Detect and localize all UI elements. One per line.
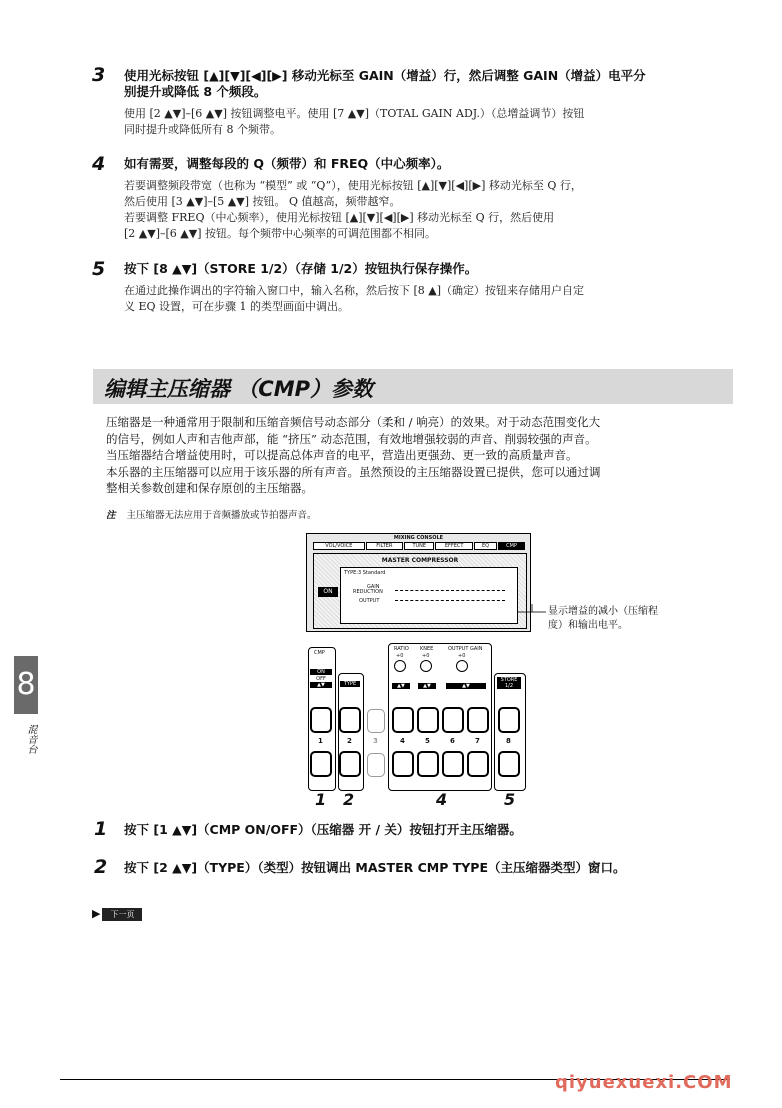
screen-content [313, 553, 527, 629]
output-gain-value: +0 [458, 653, 466, 659]
chapter-label: 混音台 [25, 724, 36, 754]
tab-cmp[interactable]: CMP [498, 542, 525, 550]
button-5-up[interactable] [417, 707, 439, 733]
bottom-step-2-text: 按下 [2 ▲▼]（TYPE）（类型）按钮调出 MASTER CMP TYPE（主压缩器类型）窗口。 [124, 860, 626, 875]
bottom-step-1-text: 按下 [1 ▲▼]（CMP ON/OFF）（压缩器 开 / 关）按钮打开主压缩器。 [124, 822, 522, 837]
button-1-down[interactable] [310, 751, 332, 777]
ratio-label: RATIO [394, 646, 409, 652]
step-4-body-line: [2 ▲▼]–[6 ▲▼] 按钮。每个频带中心频率的可调范围都不相同。 [124, 227, 436, 240]
step-5-body-line: 义 EQ 设置，可在步骤 1 的类型画面中调出。 [124, 300, 350, 313]
intro-line: 本乐器的主压缩器可以应用于该乐器的所有声音。虽然预设的主压缩器设置已提供，您可以通过调 [106, 464, 601, 479]
knee-label: KNEE [420, 646, 434, 652]
annotation-line: 显示增益的减小（压缩程 [548, 606, 658, 617]
cmp-off-label: OFF [316, 676, 326, 682]
watermark: qiyuexuexi.COM [555, 1072, 733, 1093]
reduction-meter [395, 590, 505, 591]
cmp-on-label: ON [310, 669, 332, 675]
row-gain: GAIN [367, 584, 380, 590]
master-compressor-title: MASTER COMPRESSOR [381, 557, 459, 564]
step-5-number: 5 [92, 258, 106, 280]
lcd-screen [306, 533, 531, 632]
annotation-text [548, 605, 678, 633]
intro-paragraph [106, 414, 736, 497]
knee-knob-icon [420, 660, 432, 672]
step-4-body-line: 若要调整 FREQ（中心频率），使用光标按钮 [▲][▼][◀][▶] 移动光标至 Q 行，然后使用 [124, 211, 555, 224]
step-3-body-line: 使用 [2 ▲▼]–[6 ▲▼] 按钮调整电平。使用 [7 ▲▼]（TOTAL GAIN ADJ.）（总增益调节）按钮 [124, 107, 585, 120]
callout-1: 1 [315, 790, 327, 809]
store-page: 1/2 [497, 683, 521, 689]
output-gain-knob-icon [456, 660, 468, 672]
step-3-heading-line1: 使用光标按钮 [▲][▼][◀][▶] 移动光标至 GAIN（增益）行，然后调整 GAIN（增益）电平分 [124, 68, 646, 83]
step-4-heading: 如有需要，调整每段的 Q（频带）和 FREQ（中心频率）。 [124, 156, 450, 171]
callout-4: 4 [436, 790, 448, 809]
next-page-badge[interactable] [92, 908, 142, 920]
note-text: 主压缩器无法应用于音频播放或节拍器声音。 [126, 510, 317, 521]
tab-effect[interactable]: EFFECT [435, 542, 472, 550]
step-4-body-line: 然后使用 [3 ▲▼]–[5 ▲▼] 按钮。 Q 值越高，频带越窄。 [124, 195, 401, 208]
row-output: OUTPUT [359, 598, 380, 604]
button-number: 6 [450, 737, 455, 745]
ratio-value: +0 [396, 653, 404, 659]
step-3-heading-line2: 别提升或降低 8 个频段。 [124, 84, 267, 99]
on-indicator: ON [318, 587, 338, 597]
button-4-down[interactable] [392, 751, 414, 777]
output-gain-label: OUTPUT GAIN [448, 646, 483, 652]
callout-5: 5 [504, 790, 516, 809]
step-5-heading: 按下 [8 ▲▼]（STORE 1/2）（存储 1/2）按钮执行保存操作。 [124, 261, 478, 276]
type-label: TYPE:3 Standard [344, 570, 386, 576]
step-5-body [124, 283, 744, 315]
step-3-body [124, 106, 734, 138]
tab-row [313, 542, 525, 550]
knee-value: +0 [422, 653, 430, 659]
ratio-knob-icon [394, 660, 406, 672]
intro-line: 当压缩器结合增益使用时，可以提高总体声音的电平，营造出更强劲、更一致的高质量声音。 [106, 448, 578, 462]
button-3-down[interactable] [367, 753, 385, 777]
chapter-number: 8 [16, 667, 36, 702]
note-mark: 注 [106, 510, 116, 521]
button-7-down[interactable] [467, 751, 489, 777]
button-4-up[interactable] [392, 707, 414, 733]
button-2-down[interactable] [339, 751, 361, 777]
intro-line: 整相关参数创建和保存原创的主压缩器。 [106, 481, 313, 495]
intro-line: 压缩器是一种通常用于限制和压缩音频信号动态部分（柔和 / 响亮）的效果。对于动态范围变化大 [106, 415, 601, 429]
button-number: 2 [347, 737, 352, 745]
type-label-btn: TYPE [340, 681, 360, 687]
row-reduction: REDUCTION [353, 589, 383, 595]
next-page-arrow-icon: ▶ [92, 907, 101, 920]
tab-vol-voice[interactable]: VOL/VOICE [313, 542, 365, 550]
button-5-down[interactable] [417, 751, 439, 777]
button-number: 1 [318, 737, 323, 745]
button-number: 3 [373, 737, 378, 745]
store-label: STORE [497, 677, 521, 683]
button-8-down[interactable] [498, 751, 520, 777]
button-8-up[interactable] [498, 707, 520, 733]
compressor-box [340, 567, 518, 624]
tab-filter[interactable]: FILTER [366, 542, 403, 550]
mixing-console-title: MIXING CONSOLE [393, 535, 444, 541]
annotation-line: 度）和输出电平。 [548, 620, 628, 631]
output-meter [395, 600, 505, 601]
console-panel-diagram [306, 533, 531, 783]
step-5-body-line: 在通过此操作调出的字符输入窗口中，输入名称，然后按下 [8 ▲]（确定）按钮来存储用户自定 [124, 284, 585, 297]
annotation-leader-line [518, 600, 548, 616]
callout-2: 2 [343, 790, 355, 809]
ratio-updown: ▲▼ [392, 683, 410, 689]
intro-line: 的信号，例如人声和吉他声部，能 “挤压” 动态范围，有效地增强较弱的声音、削弱较强的声音。 [106, 431, 597, 446]
note [106, 507, 317, 521]
step-4-body-line: 若要调整频段带宽（也称为 “模型” 或 “Q”），使用光标按钮 [▲][▼][◀][▶] 移动光标至 Q 行， [124, 179, 582, 192]
bottom-step-2-number: 2 [94, 856, 108, 878]
button-7-up[interactable] [467, 707, 489, 733]
button-6-up[interactable] [442, 707, 464, 733]
step-3-number: 3 [92, 64, 106, 86]
section-title: 编辑主压缩器 （CMP）参数 [104, 377, 374, 401]
step-3-heading [124, 68, 734, 100]
button-2-up[interactable] [339, 707, 361, 733]
next-page-label: 下一页 [102, 908, 142, 921]
tab-tune[interactable]: TUNE [404, 542, 434, 550]
step-3-body-line: 同时提升或降低所有 8 个频带。 [124, 123, 281, 136]
lower-control-area [306, 633, 529, 783]
output-updown: ▲▼ [446, 683, 486, 689]
step-4-number: 4 [92, 153, 106, 175]
tab-eq[interactable]: EQ [474, 542, 497, 550]
bottom-step-1-number: 1 [94, 818, 108, 840]
cmp-updown: ▲▼ [310, 682, 332, 688]
button-6-down[interactable] [442, 751, 464, 777]
button-1-up[interactable] [310, 707, 332, 733]
button-3-up[interactable] [367, 709, 385, 733]
button-number: 7 [475, 737, 480, 745]
button-number: 4 [400, 737, 405, 745]
chapter-side-tab [14, 656, 38, 714]
knee-updown: ▲▼ [418, 683, 436, 689]
cmp-label: CMP [314, 650, 325, 656]
step-4-body [124, 178, 744, 242]
button-number: 5 [425, 737, 430, 745]
button-number: 8 [506, 737, 511, 745]
